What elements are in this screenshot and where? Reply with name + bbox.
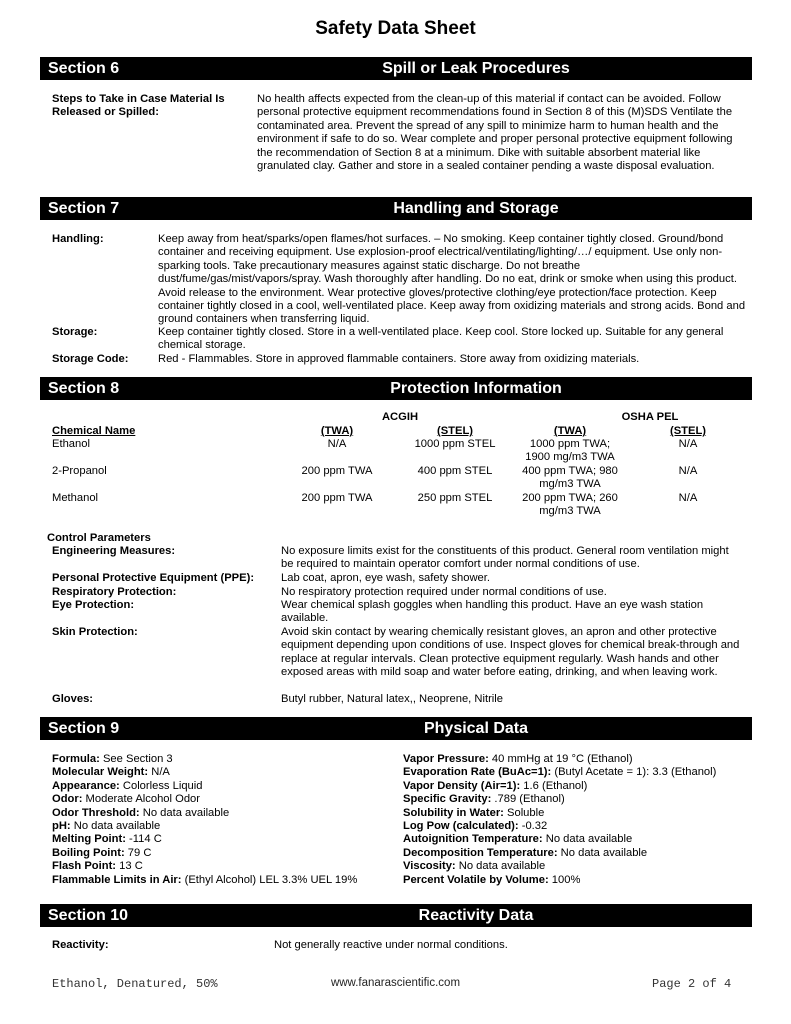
list-item: Viscosity: No data available	[403, 860, 546, 873]
table-cell-osha-twa: 200 ppm TWA; 260 mg/m3 TWA	[522, 492, 618, 518]
storage-text: Keep container tightly closed. Store in a well-ventilated place. Keep cool. Store locked up. Suitable for any general chemical storage.	[158, 326, 724, 352]
table-cell-osha-stel: N/A	[678, 438, 698, 450]
list-item: Decomposition Temperature: No data available	[403, 846, 648, 859]
list-item: Boiling Point: 79 C	[52, 846, 152, 859]
gloves-text: Butyl rubber, Natural latex,, Neoprene, Nitrile	[281, 693, 503, 705]
footer-website: www.fanarascientific.com	[330, 977, 461, 989]
table-row-name: Ethanol	[52, 438, 90, 450]
table-row-name: 2-Propanol	[52, 465, 107, 477]
section-title: Spill or Leak Procedures	[382, 60, 570, 77]
list-item: Appearance: Colorless Liquid	[52, 779, 203, 792]
list-item: Flash Point: 13 C	[52, 860, 143, 873]
list-item: Evaporation Rate (BuAc=1): (Butyl Acetate = 1): 3.3 (Ethanol)	[403, 766, 717, 779]
section-title: Protection Information	[390, 380, 562, 397]
section-number: Section 7	[48, 200, 120, 217]
footer-product: Ethanol, Denatured, 50%	[52, 977, 218, 991]
physical-data-left	[52, 753, 397, 887]
section-10-header	[40, 904, 752, 927]
control-parameters-heading: Control Parameters	[47, 532, 151, 544]
table-cell-osha-stel: N/A	[678, 492, 698, 504]
table-row-name: Methanol	[52, 492, 99, 504]
engineering-text: No exposure limits exist for the constituents of this product. General room ventilation might be required to maintain operator comfort under normal conditions of use.	[281, 545, 729, 571]
spill-label: Steps to Take in Case Material Is Released or Spilled:	[52, 93, 225, 119]
table-cell-osha-twa: 400 ppm TWA; 980 mg/m3 TWA	[522, 465, 618, 491]
physical-data-right	[403, 753, 753, 887]
storage-label: Storage:	[52, 326, 98, 338]
handling-text: Keep away from heat/sparks/open flames/hot surfaces. – No smoking. Keep container tightly closed. Ground/bond container and receiving equipment. Use explosion-proof electrical/ventilating/lighting/…/ equipment. Use only non-sparking tools. Take precautionary measures against static discharge. Do not breathe dust/fume/gas/mist/vapors/spray. Wash thoroughly after handling. Do no eat, drink or smoke when using this product. Avoid release to the environment. Wear protective gloves/protective clothing/eye protection/face protection. Keep container tightly closed in a cool, well-ventilated place. Keep away from oxidizing materials and strong acids. Bond and ground containers when transferring liquid.	[158, 233, 746, 326]
page-title: Safety Data Sheet	[315, 18, 476, 39]
list-item: Melting Point: -114 C	[52, 833, 162, 846]
list-item: Odor Threshold: No data available	[52, 806, 230, 819]
list-item: Vapor Density (Air=1): 1.6 (Ethanol)	[403, 779, 588, 792]
section-title: Handling and Storage	[393, 200, 559, 217]
section-9-header	[40, 717, 752, 740]
storage-code-text: Red - Flammables. Store in approved flammable containers. Store away from oxidizing materials.	[158, 353, 640, 365]
section-number: Section 9	[48, 720, 120, 737]
table-cell-twa: 200 ppm TWA	[301, 492, 373, 504]
skin-protection-text: Avoid skin contact by wearing chemically resistant gloves, an apron and other protective equipment depending upon conditions of use. Inspect gloves for chemical break-through and replace at regular intervals. Clean protective equipment regularly. Wash hands and other exposed areas with mild soap and water before eating, drinking, and when leaving work.	[281, 626, 740, 679]
storage-code-label: Storage Code:	[52, 353, 129, 365]
col-chemical-name: Chemical Name	[52, 425, 136, 437]
col-twa: (TWA)	[320, 425, 354, 437]
table-cell-twa: N/A	[327, 438, 347, 450]
respiratory-label: Respiratory Protection:	[52, 586, 177, 598]
section-number: Section 6	[48, 60, 120, 77]
section-number: Section 8	[48, 380, 120, 397]
table-cell-stel: 400 ppm STEL	[417, 465, 493, 477]
eye-protection-label: Eye Protection:	[52, 599, 135, 611]
col-stel: (STEL)	[436, 425, 474, 437]
section-7-header	[40, 197, 752, 220]
list-item: Formula: See Section 3	[52, 753, 173, 765]
table-cell-osha-stel: N/A	[678, 465, 698, 477]
reactivity-label: Reactivity:	[52, 939, 109, 951]
section-number: Section 10	[48, 907, 129, 924]
acgih-heading: ACGIH	[381, 411, 419, 423]
gloves-label: Gloves:	[52, 693, 94, 705]
list-item: Log Pow (calculated): -0.32	[403, 820, 548, 833]
section-title: Physical Data	[423, 720, 529, 737]
col-osha-twa: (TWA)	[553, 425, 587, 437]
list-item: Odor: Moderate Alcohol Odor	[52, 793, 200, 806]
ppe-label: Personal Protective Equipment (PPE):	[52, 572, 255, 584]
table-cell-osha-twa: 1000 ppm TWA; 1900 mg/m3 TWA	[525, 438, 615, 464]
footer-page-number: Page 2 of 4	[652, 977, 732, 991]
spill-text: No health affects expected from the clean-up of this material if contact can be avoided. Follow personal protective equipment recommendations found in Section 8 of this (M)SDS Ventilate the contaminated area. Prevent the spread of any spill to minimize harm to human health and the environment if safe to do so. Wear complete and proper personal protective equipment following the recommendation of Section 8 at a minimum. Dike with suitable absorbent material like granulated clay. Gather and store in a sealed container pending a waste disposal evaluation.	[257, 93, 733, 173]
ppe-text: Lab coat, apron, eye wash, safety shower.	[281, 572, 490, 584]
list-item: Autoignition Temperature: No data available	[403, 833, 633, 846]
list-item: Vapor Pressure: 40 mmHg at 19 °C (Ethanol)	[403, 753, 633, 765]
list-item: Specific Gravity: .789 (Ethanol)	[403, 793, 565, 806]
section-6-header	[40, 57, 752, 80]
table-cell-stel: 250 ppm STEL	[417, 492, 493, 504]
skin-protection-label: Skin Protection:	[52, 626, 138, 638]
eye-protection-text: Wear chemical splash goggles when handling this product. Have an eye wash station available.	[281, 599, 704, 625]
handling-label: Handling:	[52, 233, 104, 245]
list-item: Flammable Limits in Air: (Ethyl Alcohol) LEL 3.3% UEL 19%	[52, 873, 358, 886]
list-item: Percent Volatile by Volume: 100%	[403, 873, 581, 886]
table-cell-stel: 1000 ppm STEL	[414, 438, 496, 450]
list-item: Solubility in Water: Soluble	[403, 806, 545, 819]
list-item: Molecular Weight: N/A	[52, 766, 170, 779]
section-title: Reactivity Data	[418, 907, 534, 924]
reactivity-text: Not generally reactive under normal conditions.	[274, 939, 508, 951]
table-cell-twa: 200 ppm TWA	[301, 465, 373, 477]
osha-heading: OSHA PEL	[621, 411, 679, 423]
engineering-label: Engineering Measures:	[52, 545, 176, 557]
section-8-header	[40, 377, 752, 400]
list-item: pH: No data available	[52, 820, 161, 833]
col-osha-stel: (STEL)	[669, 425, 707, 437]
respiratory-text: No respiratory protection required under normal conditions of use.	[281, 586, 607, 598]
